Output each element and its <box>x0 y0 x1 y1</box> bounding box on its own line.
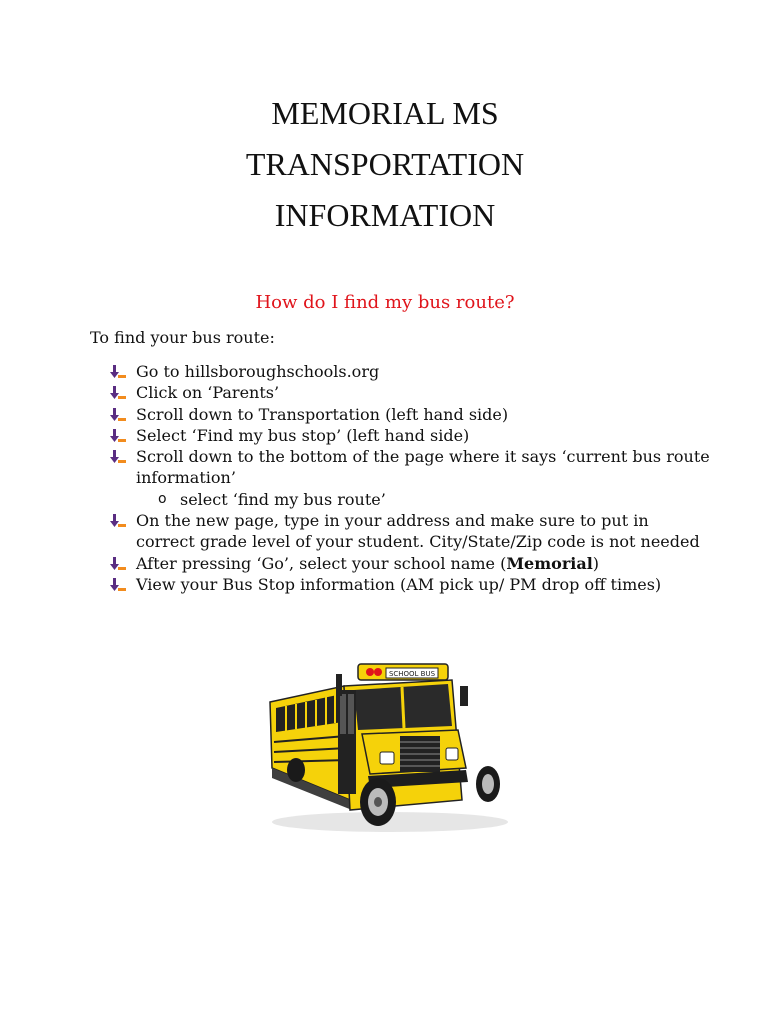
step-text: On the new page, type in your address and make sure to put in correct grade level of your student. City/State/Zip code is not needed <box>136 511 700 552</box>
step-text: Scroll down to the bottom of the page where it says ‘current bus route information’ <box>136 447 710 488</box>
step-text: View your Bus Stop information (AM pick up/ PM drop off times) <box>136 574 662 594</box>
list-item <box>110 361 710 382</box>
list-item <box>110 382 710 403</box>
list-item <box>110 425 710 446</box>
arrow-bullet-icon <box>110 429 126 443</box>
section-heading: How do I find my bus route? <box>255 292 515 313</box>
list-item <box>110 510 710 553</box>
arrow-bullet-icon <box>110 557 126 571</box>
list-item <box>110 446 710 489</box>
step-text: Click on ‘Parents’ <box>136 383 280 403</box>
step-text-before: After pressing ‘Go’, select your school name ( <box>136 553 507 573</box>
list-item <box>110 574 710 595</box>
title-line: MEMORIAL MS <box>271 95 499 131</box>
sub-list-item <box>110 489 710 510</box>
arrow-bullet-icon <box>110 578 126 592</box>
substep-text: select ‘find my bus route’ <box>180 489 386 509</box>
list-item <box>110 553 710 574</box>
arrow-bullet-icon <box>110 514 126 528</box>
intro-text: To find your bus route: <box>90 328 275 347</box>
step-text: Scroll down to Transportation (left hand side) <box>136 404 509 424</box>
steps-list <box>110 361 710 595</box>
title-line: INFORMATION <box>274 197 496 233</box>
circle-bullet-icon: o <box>158 490 167 507</box>
step-text: Select ‘Find my bus stop’ (left hand side) <box>136 425 470 445</box>
arrow-bullet-icon <box>110 408 126 422</box>
bus-sign-text: SCHOOL BUS <box>388 670 436 678</box>
arrow-bullet-icon <box>110 386 126 400</box>
school-name: Memorial <box>506 553 593 573</box>
arrow-bullet-icon <box>110 450 126 464</box>
title-line: TRANSPORTATION <box>245 146 525 182</box>
school-bus-illustration <box>262 650 518 840</box>
document-title <box>0 88 770 241</box>
step-text: Go to hillsboroughschools.org <box>136 362 380 381</box>
list-item <box>110 404 710 425</box>
arrow-bullet-icon <box>110 365 126 379</box>
step-text-after: ) <box>592 553 600 573</box>
